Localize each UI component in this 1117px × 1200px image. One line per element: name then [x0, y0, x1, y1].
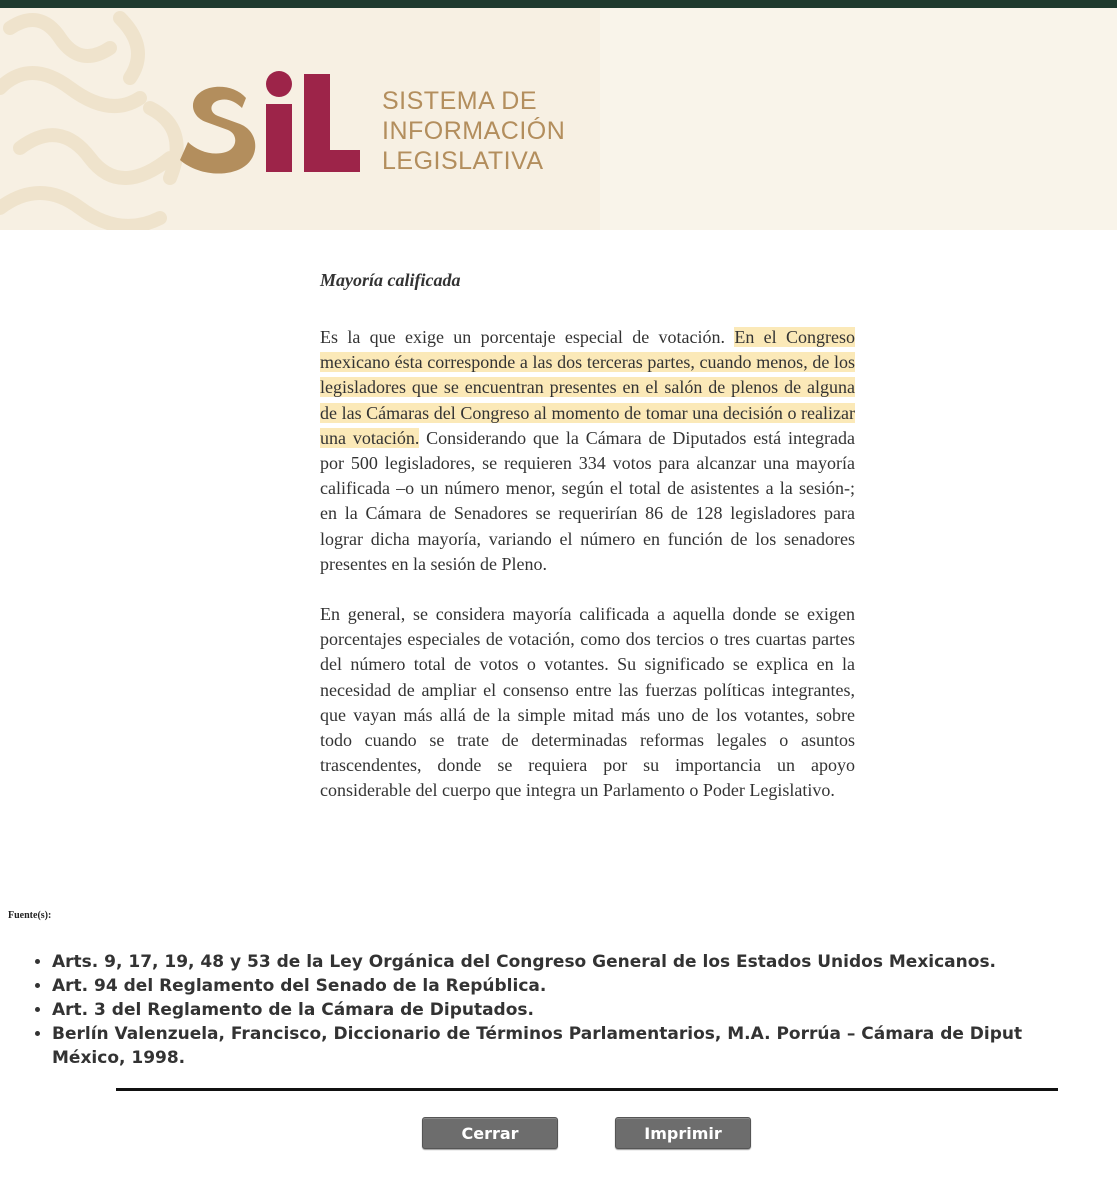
article-paragraph-2: En general, se considera mayoría calificada a aquella donde se exigen porcentajes especiales de votación, como dos tercios o tres cuartas partes del número total de votos o votantes. Su significado se explica en la necesidad de ampliar el consenso entre las fuerzas políticas integrantes, que vayan más allá de la simple mitad más uno de los votantes, sobre todo cuando se trate de determinadas reformas legales o asuntos trascendentes, donde se requiera por su importancia un apoyo considerable del cuerpo que integra un Parlamento o Poder Legislativo.	[320, 604, 855, 801]
banner-right-panel	[600, 8, 1117, 230]
divider	[116, 1088, 1058, 1091]
print-button[interactable]: Imprimir	[615, 1117, 751, 1149]
article-heading: Mayoría calificada	[320, 270, 461, 290]
source-item: • Arts. 9, 17, 19, 48 y 53 de la Ley Orgánica del Congreso General de los Estados Unidos Mexicanos.	[52, 950, 1117, 974]
source-item	[52, 1022, 1117, 1070]
article	[320, 265, 855, 804]
source-item-continuation: México, 1998.	[52, 1048, 186, 1068]
source-item: • Art. 94 del Reglamento del Senado de la República.	[52, 974, 1117, 998]
logo-title-line-2: INFORMACIÓN	[382, 117, 566, 145]
logo-title-line-1: SISTEMA DE	[382, 87, 538, 115]
article-paragraph-1	[320, 325, 855, 577]
logo-title	[382, 86, 565, 176]
sources-label: Fuente(s):	[8, 910, 52, 921]
paragraph-1-intro: Es la que exige un porcentaje especial de votación.	[320, 327, 735, 347]
paragraph-1-rest: Considerando que la Cámara de Diputados está integrada por 500 legisladores, se requieren 334 votos para alcanzar una mayoría calificada –o un número menor, según el total de asistentes a la sesión-; en la Cámara de Senadores se requerirían 86 de 128 legisladores para lograr dicha mayoría, variando el número en función de los senadores presentes en la sesión de Pleno.	[320, 427, 855, 574]
sil-logo	[176, 64, 366, 184]
top-bar	[0, 0, 1117, 8]
sources-list	[22, 950, 1117, 1070]
header-banner	[0, 8, 1117, 230]
source-item-text: Berlín Valenzuela, Francisco, Diccionario de Términos Parlamentarios, M.A. Porrúa – Cámara de Diput	[52, 1024, 1023, 1044]
close-button[interactable]: Cerrar	[422, 1117, 558, 1149]
logo-title-line-3: LEGISLATIVA	[382, 147, 544, 175]
source-item: • Art. 3 del Reglamento de la Cámara de Diputados.	[52, 998, 1117, 1022]
highlighted-text: En el Congreso mexicano ésta corresponde a las dos terceras partes, cuando menos, de los legisladores que se encuentran presentes en el salón de plenos de alguna de las Cámaras del Congreso al momento de tomar una decisión o realizar una votación.	[320, 327, 855, 448]
